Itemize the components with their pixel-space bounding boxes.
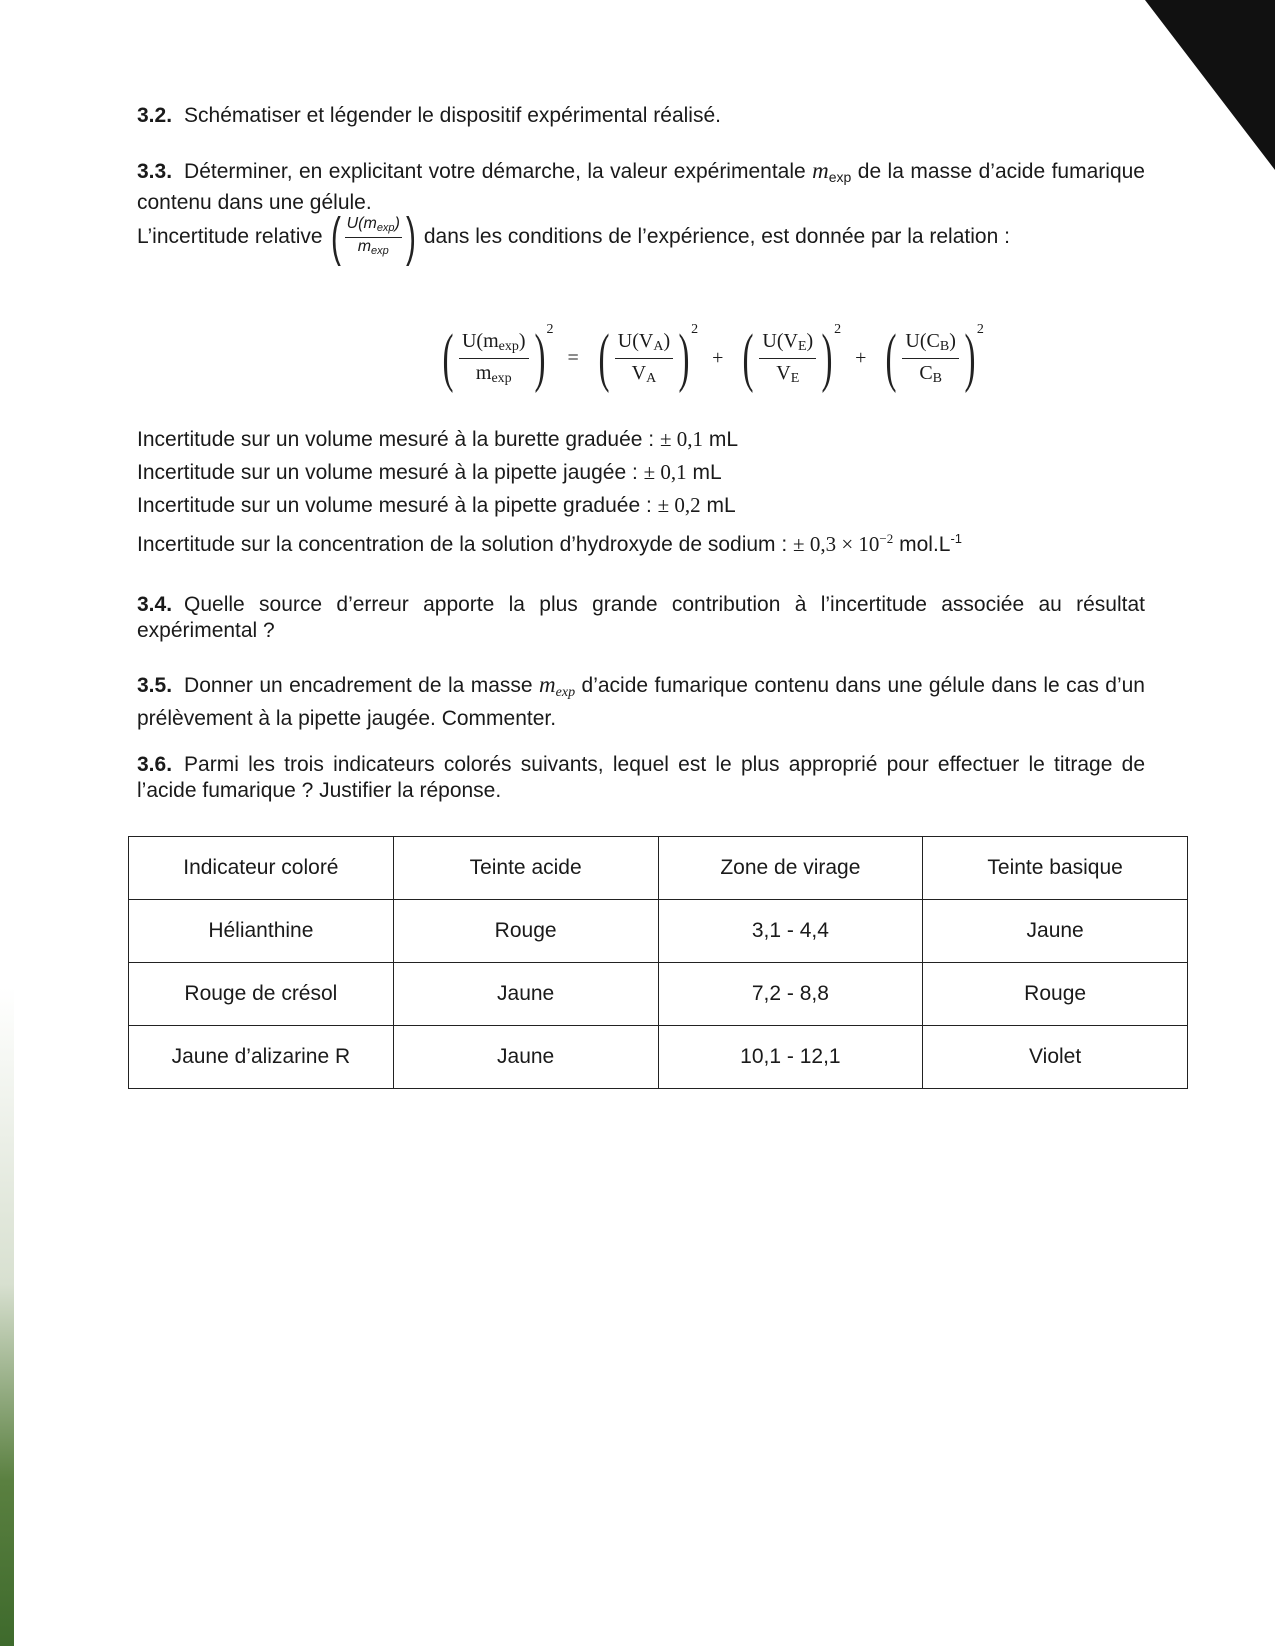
equation-term-ve: ( $\frac{U(VE)}{VE}$ ) 2	[742, 321, 842, 394]
scan-edge	[0, 0, 14, 1646]
table-cell: Rouge	[923, 963, 1188, 1026]
table-cell: Rouge	[393, 900, 658, 963]
table-cell: Violet	[923, 1026, 1188, 1089]
equation-plus: +	[712, 346, 724, 369]
table-cell: Jaune	[393, 1026, 658, 1089]
table-cell: 7,2 - 8,8	[658, 963, 923, 1026]
equation-plus: +	[855, 346, 867, 369]
variable-m-exp: mexp	[539, 672, 576, 700]
question-text: Schématiser et légender le dispositif expérimental réalisé.	[184, 104, 721, 127]
relative-uncertainty-line	[137, 207, 1145, 267]
table-cell: Rouge de crésol	[129, 963, 394, 1026]
table-cell: 3,1 - 4,4	[658, 900, 923, 963]
uncertainty-pipette-graduee: Incertitude sur un volume mesuré à la pipette graduée : ± 0,2 mL	[137, 493, 736, 517]
uncertainty-pipette-jaugee: Incertitude sur un volume mesuré à la pipette jaugée : ± 0,1 mL	[137, 460, 722, 484]
table-row	[129, 900, 1188, 963]
question-3-2	[137, 103, 1145, 129]
uncertainty-equation	[437, 318, 984, 398]
table-row	[129, 963, 1188, 1026]
question-text: Parmi les trois indicateurs colorés suivants, lequel est le plus approprié pour effectuer le titrage de l’acide fumarique ? Justifier la réponse.	[137, 753, 1145, 802]
relative-uncertainty-text: dans les conditions de l’expérience, est donnée par la relation :	[423, 225, 1010, 248]
equation-term-va: ( $\frac{U(VA)}{VA}$ ) 2	[598, 321, 699, 394]
question-number: 3.4.	[137, 593, 173, 616]
uncertainty-burette: Incertitude sur un volume mesuré à la burette graduée : ± 0,1 mL	[137, 427, 739, 451]
table-header-cell: Teinte basique	[923, 837, 1188, 900]
variable-m-exp: $m_{exp}$	[812, 158, 852, 185]
table-cell: Hélianthine	[129, 900, 394, 963]
equation-equals: =	[567, 346, 579, 369]
equation-term-m: ( $\frac{U(mexp)}{mexp}$ ) 2	[442, 321, 554, 394]
table-header-cell: Teinte acide	[393, 837, 658, 900]
relative-uncertainty-fraction: ( U(mexp) mexp )	[330, 207, 416, 267]
relative-uncertainty-label: L’incertitude relative	[137, 225, 323, 248]
question-text-cont: de la masse d’acide fumarique contenu dans une gélule.	[137, 160, 1145, 214]
uncertainty-concentration: Incertitude sur la concentration de la solution d’hydroxyde de sodium : ± $0,3 \times 10^{-2}$ $mol.L^{-1}$	[137, 531, 963, 556]
question-number: 3.2.	[137, 104, 173, 127]
table-cell: Jaune d’alizarine R	[129, 1026, 394, 1089]
table-header-cell: Zone de virage	[658, 837, 923, 900]
question-3-5	[137, 672, 1145, 732]
table-cell: Jaune	[393, 963, 658, 1026]
scan-corner-shadow	[1145, 0, 1275, 170]
question-3-3	[137, 158, 1145, 216]
question-text: Donner un encadrement de la masse	[184, 674, 533, 697]
indicator-table	[128, 836, 1188, 1089]
question-text: Déterminer, en explicitant votre démarche, la valeur expérimentale	[184, 160, 806, 183]
equation-term-cb: ( $\frac{U(CB)}{CB}$ ) 2	[885, 321, 984, 394]
table-header-row	[129, 837, 1188, 900]
table-row	[129, 1026, 1188, 1089]
question-text: Quelle source d’erreur apporte la plus grande contribution à l’incertitude associée au résultat expérimental ?	[137, 593, 1145, 642]
table-cell: Jaune	[923, 900, 1188, 963]
question-number: 3.5.	[137, 674, 173, 697]
question-text-cont: d’acide fumarique contenu dans une gélule dans le cas d’un prélèvement à la pipette jaugée. Commenter.	[137, 674, 1145, 730]
table-cell: 10,1 - 12,1	[658, 1026, 923, 1089]
question-number: 3.6.	[137, 753, 173, 776]
table-header-cell: Indicateur coloré	[129, 837, 394, 900]
question-3-4	[137, 592, 1145, 644]
question-3-6	[137, 752, 1145, 804]
question-number: 3.3.	[137, 160, 173, 183]
